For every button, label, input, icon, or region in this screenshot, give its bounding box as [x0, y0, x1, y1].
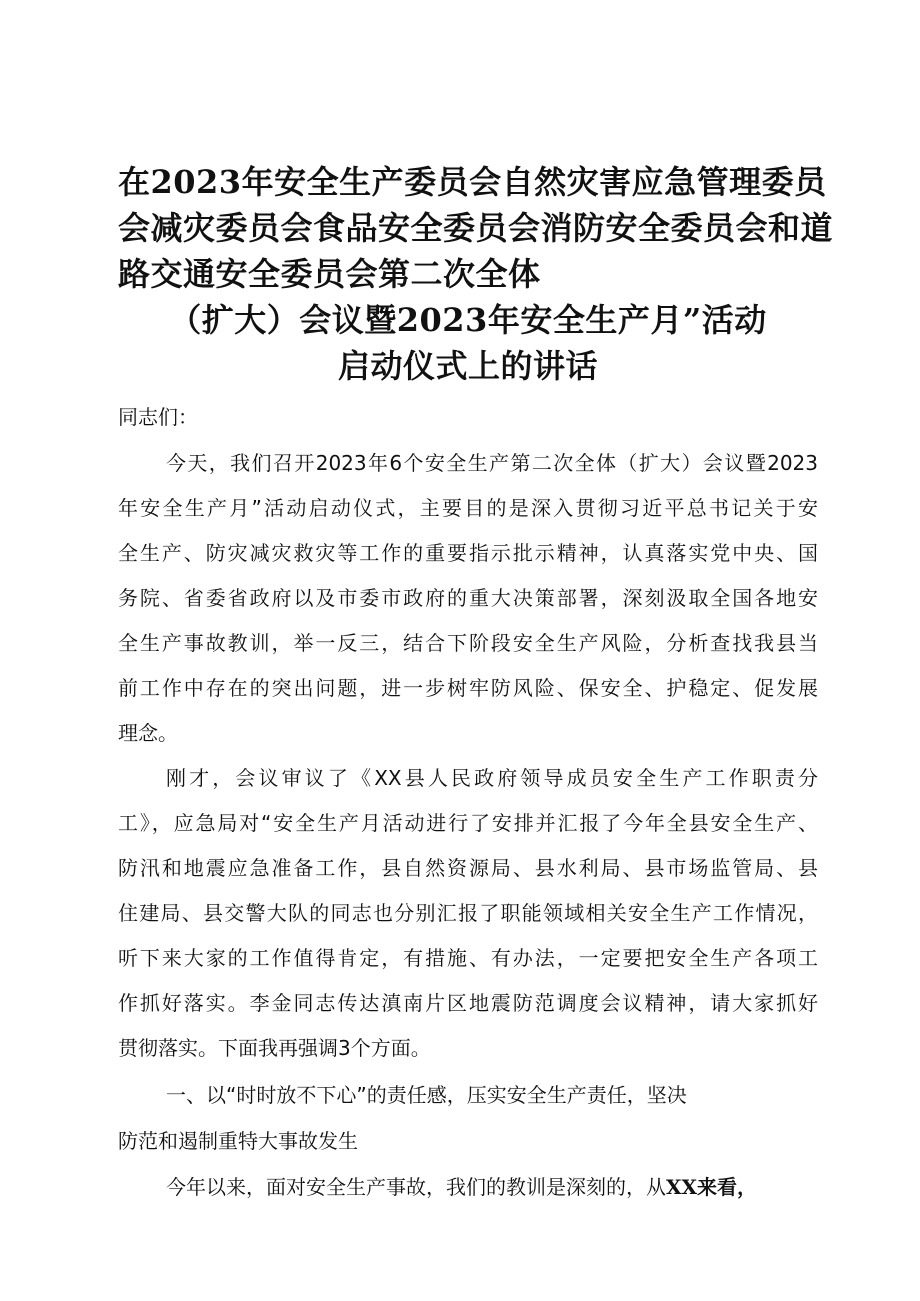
- title-line-1: 在2023年安全生产委员会自然灾害应急管理委员: [118, 163, 827, 201]
- title-line-2: 会减灾委员会食品安全委员会消防安全委员会和道: [118, 209, 834, 247]
- paragraph-1-line: 全生产事故教训，举一反三，结合下阶段安全生产风险，分析查找我县当: [118, 631, 818, 655]
- paragraph-2-line: 贯彻落实。下面我再强调3个方面。: [118, 1036, 431, 1060]
- paragraph-2-line: 防汛和地震应急准备工作，县自然资源局、县水利局、县市场监管局、县: [118, 856, 818, 880]
- paragraph-1-line: 年安全生产月”活动启动仪式，主要目的是深入贯彻习近平总书记关于安: [118, 496, 818, 520]
- paragraph-1-line: 前工作中存在的突出问题，进一步树牢防风险、保安全、护稳定、促发展: [118, 676, 818, 700]
- paragraph-1-line: 全生产、防灾减灾救灾等工作的重要指示批示精神，认真落实党中央、国: [118, 541, 818, 565]
- paragraph-3-bold-tail: XX来看，: [666, 1175, 758, 1199]
- salutation: 同志们：: [118, 405, 198, 429]
- paragraph-3-text: 今年以来，面对安全生产事故，我们的教训是深刻的，从: [166, 1175, 666, 1199]
- paragraph-2-line: 工》，应急局对“安全生产月活动进行了安排并汇报了今年全县安全生产、: [118, 811, 818, 835]
- paragraph-1-line: 今天，我们召开2023年6个安全生产第二次全体（扩大）会议暨2023: [166, 451, 818, 475]
- paragraph-1-line: 理念。: [118, 721, 178, 745]
- paragraph-3-line: [118, 1172, 818, 1202]
- paragraph-2-line: 住建局、县交警大队的同志也分别汇报了职能领域相关安全生产工作情况，: [118, 901, 818, 925]
- paragraph-2-line: 刚才，会议审议了《XX县人民政府领导成员安全生产工作职责分: [166, 766, 818, 790]
- title-line-4: （扩大）会议暨2023年安全生产月”活动: [169, 301, 767, 339]
- paragraph-2-line: 作抓好落实。李金同志传达滇南片区地震防范调度会议精神，请大家抓好: [118, 991, 818, 1015]
- section-heading-line: 一、以“时时放不下心”的责任感，压实安全生产责任，坚决: [166, 1083, 687, 1107]
- title-line-3: 路交通安全委员会第二次全体: [118, 255, 541, 293]
- paragraph-2-line: 听下来大家的工作值得肯定，有措施、有办法，一定要把安全生产各项工: [118, 946, 818, 970]
- section-heading-line: 防范和遏制重特大事故发生: [118, 1129, 358, 1153]
- title-line-5: 启动仪式上的讲话: [337, 347, 598, 385]
- paragraph-1-line: 务院、省委省政府以及市委市政府的重大决策部署，深刻汲取全国各地安: [118, 586, 818, 610]
